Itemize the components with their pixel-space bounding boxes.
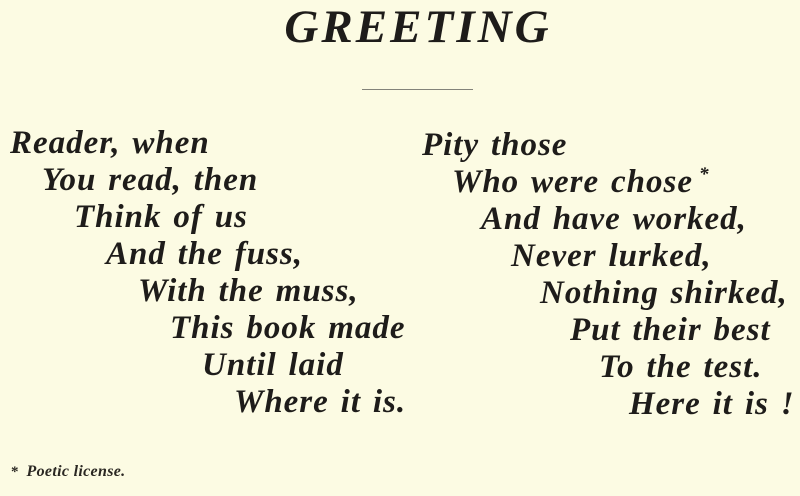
poem-line: This book made <box>170 310 406 346</box>
footnote-reference-asterisk: * <box>698 164 709 185</box>
poem-line: Pity those <box>422 127 568 163</box>
poem-line: Who were chose * <box>452 164 709 200</box>
poem-line: Nothing shirked, <box>540 275 788 311</box>
poem-line: Here it is ! <box>629 386 795 422</box>
footnote <box>11 462 126 481</box>
title-divider <box>362 89 473 90</box>
poem-line: Never lurked, <box>511 238 712 274</box>
poem-column-left <box>10 125 406 421</box>
poem-line: With the muss, <box>138 273 359 309</box>
poem-line: Until laid <box>202 347 344 383</box>
poem-line: To the test. <box>599 349 763 385</box>
footnote-asterisk: * <box>11 464 19 480</box>
page-title: GREETING <box>284 1 552 53</box>
poem-line: Put their best <box>570 312 771 348</box>
poem-line: Where it is. <box>234 384 407 420</box>
poem-column-right <box>422 127 795 423</box>
poem-line: You read, then <box>42 162 259 198</box>
poem-line: And have worked, <box>481 201 747 237</box>
poem-line: Think of us <box>74 199 248 235</box>
footnote-text: Poetic license. <box>26 463 126 480</box>
poem-line: And the fuss, <box>106 236 303 272</box>
poem-line: Reader, when <box>10 125 210 161</box>
